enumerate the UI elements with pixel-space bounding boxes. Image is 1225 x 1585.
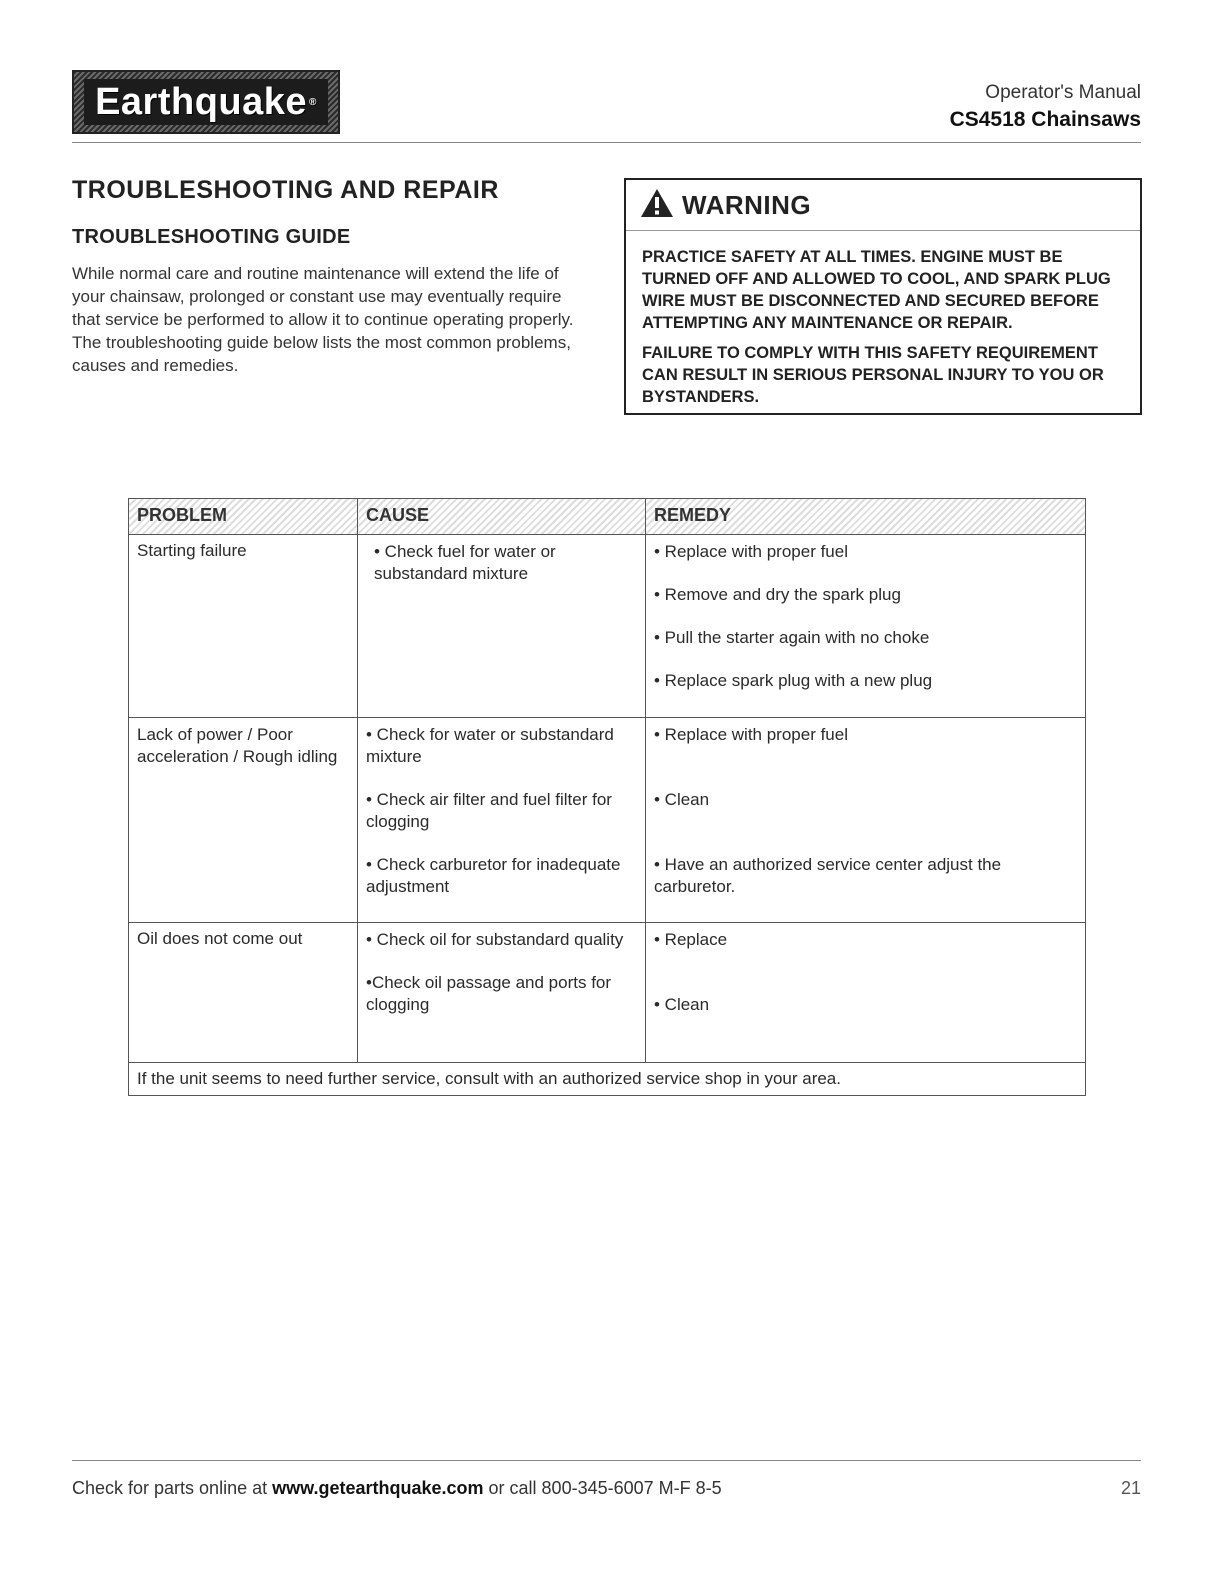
manual-subtitle: Operator's Manual	[985, 82, 1141, 103]
table-header-row	[129, 499, 1086, 535]
problem-cell	[129, 718, 358, 923]
remedy-item: • Clean	[654, 790, 710, 809]
brand-logo: Earthquake ®	[72, 70, 340, 134]
troubleshooting-table	[128, 498, 1086, 1096]
remedy-item: • Pull the starter again with no choke	[654, 628, 930, 647]
header-remedy: REMEDY	[646, 499, 1086, 535]
page-number: 21	[1120, 1478, 1141, 1498]
problem-text: Starting failure	[137, 541, 247, 560]
cause-item: • Check air filter and fuel filter for clogging	[366, 790, 612, 831]
warning-box	[624, 178, 1142, 415]
problem-cell	[129, 535, 358, 718]
intro-paragraph: While normal care and routine maintenance will extend the life of your chainsaw, prolonged or constant use may eventually require that service be performed to allow it to continue operating properly. The troubleshooting guide below lists the most common problems, causes and remedies.	[72, 264, 574, 375]
remedy-cell	[646, 923, 1086, 1063]
table-row	[129, 535, 1086, 718]
remedy-cell	[646, 718, 1086, 923]
remedy-item: • Clean	[654, 995, 710, 1014]
footer-prefix: Check for parts online at	[72, 1478, 268, 1498]
remedy-item: • Remove and dry the spark plug	[654, 585, 901, 604]
model-title: CS4518 Chainsaws	[949, 108, 1141, 131]
footer-divider	[72, 1460, 1141, 1461]
header-problem: PROBLEM	[129, 499, 358, 535]
table-note: If the unit seems to need further service, consult with an authorized service shop in your area.	[129, 1063, 1086, 1096]
problem-cell	[129, 923, 358, 1063]
remedy-cell	[646, 535, 1086, 718]
warning-paragraph-2: FAILURE TO COMPLY WITH THIS SAFETY REQUIREMENT CAN RESULT IN SERIOUS PERSONAL INJURY TO YOU OR BYSTANDERS.	[642, 344, 1104, 406]
cause-item: • Check carburetor for inadequate adjustment	[366, 855, 621, 896]
cause-cell	[358, 718, 646, 923]
section-subtitle: TROUBLESHOOTING GUIDE	[72, 226, 351, 248]
remedy-item: • Replace spark plug with a new plug	[654, 671, 933, 690]
table-row	[129, 923, 1086, 1063]
header-cause: CAUSE	[358, 499, 646, 535]
table-note-row	[129, 1063, 1086, 1096]
table-row	[129, 718, 1086, 923]
problem-text: Lack of power / Poor acceleration / Rough idling	[137, 725, 338, 766]
warning-paragraph-1: PRACTICE SAFETY AT ALL TIMES. ENGINE MUST BE TURNED OFF AND ALLOWED TO COOL, AND SPARK PLUG WIRE MUST BE DISCONNECTED AND SECURED BEFORE ATTEMPTING ANY MAINTENANCE OR REPAIR.	[642, 248, 1111, 332]
parts-website-link[interactable]: www.getearthquake.com	[272, 1478, 484, 1498]
warning-body	[642, 246, 1124, 416]
cause-item: •Check oil passage and ports for clogging	[366, 973, 612, 1014]
remedy-item: • Have an authorized service center adjust the carburetor.	[654, 855, 1002, 896]
warning-triangle-icon	[640, 188, 674, 223]
cause-item: • Check oil for substandard quality	[366, 930, 624, 949]
footer-phone: or call 800-345-6007 M-F 8-5	[488, 1478, 722, 1498]
footer-text	[72, 1478, 722, 1499]
header-divider	[72, 142, 1141, 143]
remedy-item: • Replace with proper fuel	[654, 725, 848, 744]
manual-header	[950, 82, 1141, 132]
problem-text: Oil does not come out	[137, 929, 303, 948]
cause-cell	[358, 535, 646, 718]
remedy-item: • Replace with proper fuel	[654, 542, 848, 561]
cause-cell	[358, 923, 646, 1063]
remedy-item: • Replace	[654, 930, 728, 949]
warning-header	[626, 180, 1140, 231]
logo-text: Earthquake	[95, 80, 308, 123]
section-title: TROUBLESHOOTING AND REPAIR	[72, 176, 499, 204]
warning-title: WARNING	[682, 189, 812, 220]
cause-item: • Check fuel for water or substandard mixture	[374, 542, 556, 583]
cause-item: • Check for water or substandard mixture	[366, 725, 614, 766]
